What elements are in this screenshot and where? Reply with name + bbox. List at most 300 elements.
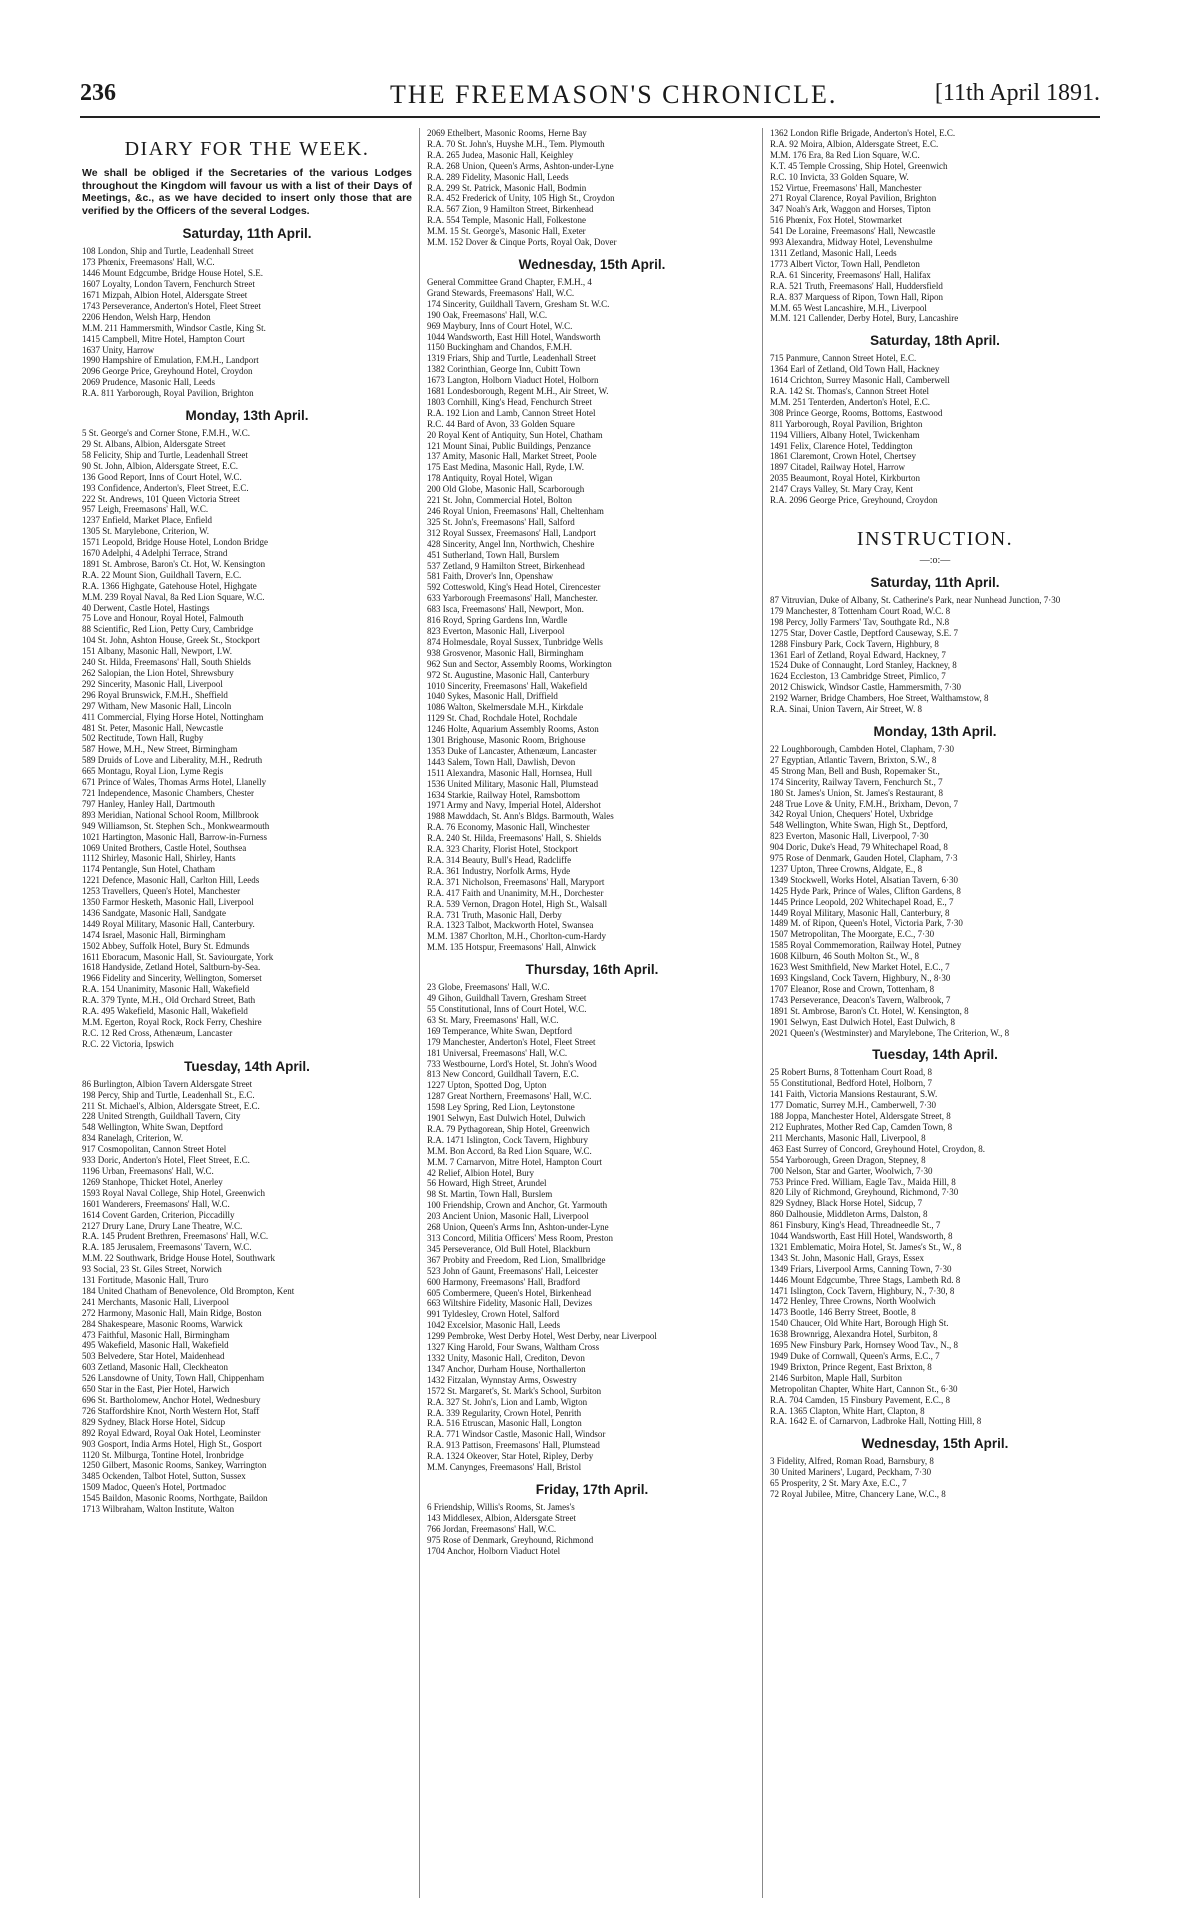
lodge-entry: 1112 Shirley, Masonic Hall, Shirley, Hants	[82, 853, 236, 864]
lodge-entry: 30 United Mariners', Lugard, Peckham, 7·30	[770, 1467, 932, 1478]
lodge-entry: 1704 Anchor, Holborn Viaduct Hotel	[427, 1545, 561, 1556]
lodge-entry: 313 Concord, Militia Officers' Mess Room, Preston	[427, 1233, 613, 1243]
lodge-entry: 20 Royal Kent of Antiquity, Sun Hotel, Chatham	[427, 429, 603, 440]
lodge-entry: R.A. 61 Sincerity, Freemasons' Hall, Halifax	[770, 269, 931, 280]
lodge-entry: 5 St. George's and Corner Stone, F.M.H., W.C.	[82, 428, 250, 439]
lodge-entry: 152 Virtue, Freemasons' Hall, Manchester	[770, 182, 922, 193]
lodge-entry: 589 Druids of Love and Liberality, M.H., Redruth	[82, 755, 263, 766]
lodge-entry: 345 Perseverance, Old Bull Hotel, Blackburn	[427, 1243, 591, 1254]
lodge-entry: R.A. 811 Yarborough, Royal Pavilion, Brighton	[82, 388, 254, 399]
lodge-entry: M.M. 239 Royal Naval, 8a Red Lion Square, W.C.	[82, 591, 265, 602]
lodge-entry: 308 Prince George, Rooms, Bottoms, Eastwood	[770, 407, 943, 418]
lodge-entry: 271 Royal Clarence, Royal Pavilion, Brighton	[770, 193, 937, 204]
lodge-entry: 297 Witham, New Masonic Hall, Lincoln	[82, 700, 232, 711]
lodge-entry: 1361 Earl of Zetland, Royal Edward, Hackney, 7	[770, 649, 946, 660]
lodge-entry: 671 Prince of Wales, Thomas Arms Hotel, Llanelly	[82, 777, 267, 788]
lodge-entry: 1174 Pentangle, Sun Hotel, Chatham	[82, 864, 216, 875]
lodge-entry: 87 Vitruvian, Duke of Albany, St. Catherine's Park, near Nunhead Junction, 7·30	[770, 595, 1061, 605]
lodge-entry: 180 St. James's Union, St. James's Restaurant, 8	[770, 787, 943, 798]
lodge-entry: 892 Royal Edward, Royal Oak Hotel, Leominster	[82, 1427, 261, 1438]
lodge-entry: R.A. 2096 George Price, Greyhound, Croydon	[770, 495, 938, 506]
column-left	[82, 128, 412, 1515]
lodge-entry: 1042 Excelsior, Masonic Hall, Leeds	[427, 1320, 561, 1331]
lodge-entry: 1425 Hyde Park, Prince of Wales, Clifton Gardens, 8	[770, 885, 961, 896]
lodge-entry: 700 Nelson, Star and Garter, Woolwich, 7·30	[770, 1165, 933, 1176]
lodge-entry: 1472 Henley, Three Crowns, North Woolwich	[770, 1296, 936, 1307]
lodge-entry: 1237 Upton, Three Crowns, Aldgate, E., 8	[770, 863, 923, 874]
lodge-entry: 173 Phœnix, Freemasons' Hall, W.C.	[82, 257, 215, 268]
lodge-entry: 969 Maybury, Inns of Court Hotel, W.C.	[427, 320, 573, 331]
lodge-entry: R.A. 70 St. John's, Huyshe M.H., Tem. Plymouth	[427, 138, 605, 149]
lodge-entry: 938 Grosvenor, Masonic Hall, Birmingham	[427, 647, 584, 658]
lodge-entry: 1237 Enfield, Market Place, Enfield	[82, 515, 212, 526]
lodge-entry: 1221 Defence, Masonic Hall, Carlton Hill, Leeds	[82, 875, 260, 886]
lodge-entry: 1614 Crichton, Surrey Masonic Hall, Camberwell	[770, 375, 950, 386]
lodge-entry: 200 Old Globe, Masonic Hall, Scarborough	[427, 484, 585, 495]
diary-heading: DIARY FOR THE WEEK.	[124, 138, 370, 160]
lodge-entry: M.M. 7 Carnarvon, Mitre Hotel, Hampton Court	[427, 1156, 602, 1167]
lodge-entry: 27 Egyptian, Atlantic Tavern, Brixton, S.W., 8	[770, 754, 937, 765]
lodge-entry: 1343 St. John, Masonic Hall, Grays, Essex	[770, 1252, 924, 1263]
lodge-entry: 473 Faithful, Masonic Hall, Birmingham	[82, 1329, 230, 1340]
lodge-entry: 1305 St. Marylebone, Criterion, W.	[82, 526, 209, 537]
lodge-entry: 1021 Hartington, Masonic Hall, Barrow-in-Furness	[82, 831, 267, 842]
lodge-entry: 1347 Anchor, Durham House, Northallerton	[427, 1363, 586, 1374]
lodge-entry: 1743 Perseverance, Anderton's Hotel, Fleet Street	[82, 300, 261, 311]
lodge-entry: 1861 Claremont, Crown Hotel, Chertsey	[770, 451, 916, 462]
lodge-entry: 820 Lily of Richmond, Greyhound, Richmond, 7·30	[770, 1187, 959, 1198]
lodge-entry: 893 Meridian, National School Room, Millbrook	[82, 809, 259, 820]
lodge-entry: 548 Wellington, White Swan, High St., Deptford,	[770, 820, 948, 831]
lodge-entry: 98 St. Martin, Town Hall, Burslem	[427, 1189, 553, 1200]
lodge-entry: 1572 St. Margaret's, St. Mark's School, Surbiton	[427, 1385, 602, 1396]
lodge-entry: 246 Royal Union, Freemasons' Hall, Cheltenham	[427, 506, 604, 516]
lodge-entry: 241 Merchants, Masonic Hall, Liverpool	[82, 1296, 229, 1307]
lodge-entry: R.A. 1323 Talbot, Mackworth Hotel, Swansea	[427, 920, 594, 931]
lodge-entry: 1288 Finsbury Park, Cock Tavern, Highbury, 8	[770, 638, 939, 649]
lodge-entry: 22 Loughborough, Cambden Hotel, Clapham, 7·30	[770, 743, 954, 754]
lodge-entry: 190 Oak, Freemasons' Hall, W.C.	[427, 309, 548, 320]
instruction-sections	[770, 575, 1100, 1500]
lodge-entry: 342 Royal Union, Chequers' Hotel, Uxbridge	[770, 809, 933, 820]
lodge-entry: 903 Gosport, India Arms Hotel, High St., Gosport	[82, 1438, 262, 1449]
lodge-entry: 1607 Loyalty, London Tavern, Fenchurch Street	[82, 279, 255, 290]
lodge-entry: 272 Harmony, Masonic Hall, Main Ridge, Boston	[82, 1307, 262, 1318]
diary-section	[427, 962, 757, 1473]
lodge-entry: 1634 Starkie, Railway Hotel, Ramsbottom	[427, 789, 580, 800]
lodge-entry: 1971 Army and Navy, Imperial Hotel, Aldershot	[427, 800, 601, 811]
lodge-entry: M.M. 152 Dover & Cinque Ports, Royal Oak, Dover	[427, 237, 617, 248]
lodge-entry: 715 Panmure, Cannon Street Hotel, E.C.	[770, 353, 917, 364]
lodge-entry: 169 Temperance, White Swan, Deptford	[427, 1025, 572, 1036]
lodge-entry: 203 Ancient Union, Masonic Hall, Liverpool	[427, 1211, 589, 1222]
lodge-entry: 325 St. John's, Freemasons' Hall, Salford	[427, 516, 575, 527]
diary-sections	[770, 128, 1100, 506]
lodge-entry: 516 Phœnix, Fox Hotel, Stowmarket	[770, 215, 902, 226]
lodge-entry: 29 St. Albans, Albion, Aldersgate Street	[82, 438, 226, 449]
diary-section	[770, 333, 1100, 506]
lodge-entry: K.T. 45 Temple Crossing, Ship Hotel, Greenwich	[770, 160, 948, 171]
lodge-entry: R.A. 554 Temple, Masonic Hall, Folkestone	[427, 215, 586, 226]
lodge-entry: 1275 Star, Dover Castle, Deptford Causeway, S.E. 7	[770, 627, 959, 638]
lodge-entry: 1990 Hampshire of Emulation, F.M.H., Landport	[82, 355, 259, 366]
lodge-entry: 240 St. Hilda, Freemasons' Hall, South Shields	[82, 657, 251, 668]
lodge-entry: R.A. Sinai, Union Tavern, Air Street, W. 8	[770, 704, 922, 715]
diary-section	[82, 226, 412, 399]
lodge-entry: 175 East Medina, Masonic Hall, Ryde, I.W.	[427, 462, 585, 473]
lodge-entry: 1638 Brownrigg, Alexandra Hotel, Surbiton, 8	[770, 1329, 938, 1340]
lodge-entry: 1287 Great Northern, Freemasons' Hall, W.C.	[427, 1091, 592, 1102]
diary-section	[770, 724, 1100, 1038]
lodge-entry: 178 Antiquity, Royal Hotel, Wigan	[427, 473, 553, 484]
lodge-entry: 1695 New Finsbury Park, Hornsey Wood Tav., N., 8	[770, 1340, 958, 1351]
diary-sections	[427, 128, 757, 1556]
lodge-entry: 1129 St. Chad, Rochdale Hotel, Rochdale	[427, 713, 578, 724]
lodge-entry: 45 Strong Man, Bell and Bush, Ropemaker St.,	[770, 765, 940, 776]
lodge-entry: 1897 Citadel, Railway Hotel, Harrow	[770, 462, 905, 473]
lodge-entry: 975 Rose of Denmark, Greyhound, Richmond	[427, 1534, 594, 1545]
lodge-entry: 1010 Sincerity, Freemasons' Hall, Wakefield	[427, 680, 588, 691]
lodge-entry: 1350 Farmor Hesketh, Masonic Hall, Liverpool	[82, 897, 254, 908]
ornament: —:o:—	[919, 555, 951, 566]
day-heading: Tuesday, 14th April.	[872, 1047, 998, 1063]
lodge-entry: M.M. Bon Accord, 8a Red Lion Square, W.C.	[427, 1145, 592, 1156]
lodge-entry: 347 Noah's Ark, Waggon and Horses, Tipton	[770, 204, 931, 215]
lodge-entry: R.A. 913 Pattison, Freemasons' Hall, Plumstead	[427, 1440, 600, 1451]
lodge-entry: 212 Euphrates, Mother Red Cap, Camden Town, 8	[770, 1121, 953, 1132]
lodge-entry: 88 Scientific, Red Lion, Petty Cury, Cambridge	[82, 624, 254, 635]
lodge-entry: 2069 Prudence, Masonic Hall, Leeds	[82, 377, 215, 388]
lodge-entry: 600 Harmony, Freemasons' Hall, Bradford	[427, 1276, 581, 1287]
lodge-entry: 1540 Chaucer, Old White Hart, Borough High St.	[770, 1318, 949, 1329]
lodge-entry: R.A. 495 Wakefield, Masonic Hall, Wakefield	[82, 1006, 248, 1017]
lodge-entry: R.A. 1642 E. of Carnarvon, Ladbroke Hall, Notting Hill, 8	[770, 1416, 982, 1427]
lodge-entry: 1253 Travellers, Queen's Hotel, Manchester	[82, 886, 241, 897]
lodge-entry: 93 Social, 23 St. Giles Street, Norwich	[82, 1264, 222, 1275]
diary-section	[427, 128, 757, 248]
lodge-entry: 292 Sincerity, Masonic Hall, Liverpool	[82, 678, 223, 689]
lodge-entry: R.A. 1471 Islington, Cock Tavern, Highbury	[427, 1134, 588, 1145]
lodge-entry: 1773 Albert Victor, Town Hall, Pendleton	[770, 258, 920, 269]
lodge-entry: R.A. 323 Charity, Florist Hotel, Stockport	[427, 844, 579, 855]
lodge-entry: 1319 Friars, Ship and Turtle, Leadenhall Street	[427, 353, 596, 364]
lodge-entry: M.M. 1387 Chorlton, M.H., Chorlton-cum-Hardy	[427, 931, 606, 942]
lodge-entry: R.A. 361 Industry, Norfolk Arms, Hyde	[427, 865, 571, 876]
day-heading: Saturday, 11th April.	[182, 226, 312, 242]
lodge-entry: 1949 Brixton, Prince Regent, East Brixton, 8	[770, 1361, 932, 1372]
lodge-entry: 451 Sutherland, Town Hall, Burslem	[427, 549, 560, 560]
lodge-entry: 198 Percy, Ship and Turtle, Leadenhall St., E.C.	[82, 1089, 255, 1100]
lodge-entry: 1364 Earl of Zetland, Old Town Hall, Hackney	[770, 364, 940, 375]
lodge-entry: 834 Ranelagh, Criterion, W.	[82, 1133, 183, 1144]
lodge-entry: 1436 Sandgate, Masonic Hall, Sandgate	[82, 907, 226, 918]
lodge-entry: 1443 Salem, Town Hall, Dawlish, Devon	[427, 756, 576, 767]
lodge-entry: 481 St. Peter, Masonic Hall, Newcastle	[82, 722, 224, 733]
column-middle	[427, 128, 757, 1556]
day-heading: Saturday, 11th April.	[870, 575, 1000, 590]
lodge-entry: 683 Isca, Freemasons' Hall, Newport, Mon.	[427, 604, 584, 615]
lodge-entry: 541 De Loraine, Freemasons' Hall, Newcastle	[770, 226, 936, 237]
lodge-entry: 179 Manchester, Anderton's Hotel, Fleet Street	[427, 1036, 596, 1047]
lodge-entry: 2012 Chiswick, Windsor Castle, Hammersmith, 7·30	[770, 682, 961, 693]
lodge-entry: 1509 Madoc, Queen's Hotel, Portmadoc	[82, 1482, 227, 1493]
lodge-entry: 721 Independence, Masonic Chambers, Chester	[82, 787, 254, 798]
lodge-entry: 23 Globe, Freemasons' Hall, W.C.	[427, 982, 550, 993]
lodge-entry: 177 Domatic, Surrey M.H., Camberwell, 7·30	[770, 1100, 936, 1111]
lodge-entry: 1332 Unity, Masonic Hall, Crediton, Devon	[427, 1352, 585, 1363]
issue-date: [11th April 1891.	[934, 80, 1100, 106]
lodge-entry: 136 Good Report, Inns of Court Hotel, W.C.	[82, 471, 242, 482]
lodge-entry: 248 True Love & Unity, F.M.H., Brixham, Devon, 7	[770, 798, 958, 809]
lodge-entry: R.A. 22 Mount Sion, Guildhall Tavern, E.C.	[82, 569, 242, 580]
lodge-entry: 2127 Drury Lane, Drury Lane Theatre, W.C.	[82, 1220, 243, 1231]
lodge-entry: 933 Doric, Anderton's Hotel, Fleet Street, E.C.	[82, 1155, 250, 1166]
lodge-entry: M.M. 15 St. George's, Masonic Hall, Exeter	[427, 226, 586, 237]
lodge-entry: 811 Yarborough, Royal Pavilion, Brighton	[770, 418, 923, 429]
lodge-entry: R.A. 154 Unanimity, Masonic Hall, Wakefield	[82, 984, 250, 995]
lodge-entry: 296 Royal Brunswick, F.M.H., Sheffield	[82, 689, 228, 700]
lodge-entry: 25 Robert Burns, 8 Tottenham Court Road, 8	[770, 1067, 932, 1078]
lodge-entry: R.A. 192 Lion and Lamb, Cannon Street Hotel	[427, 407, 596, 418]
lodge-entry: R.A. 289 Fidelity, Masonic Hall, Leeds	[427, 171, 569, 182]
lodge-entry: R.A. 567 Zion, 9 Hamilton Street, Birkenhead	[427, 204, 594, 215]
lodge-entry: 605 Combermere, Queen's Hotel, Birkenhead	[427, 1287, 592, 1298]
day-heading: Tuesday, 14th April.	[184, 1058, 310, 1074]
lodge-entry: 1601 Wanderers, Freemasons' Hall, W.C.	[82, 1198, 230, 1209]
lodge-entry: R.A. 1324 Okeover, Star Hotel, Ripley, Derby	[427, 1451, 594, 1462]
diary-section	[427, 257, 757, 953]
lodge-entry: 284 Shakespeare, Masonic Rooms, Warwick	[82, 1318, 243, 1329]
lodge-entry: 193 Confidence, Anderton's, Fleet Street, E.C.	[82, 482, 249, 493]
lodge-entry: 1196 Urban, Freemasons' Hall, W.C.	[82, 1165, 214, 1176]
lodge-entry: 1044 Wandsworth, East Hill Hotel, Wandsworth, 8	[770, 1231, 953, 1242]
lodge-entry: M.M. 22 Southwark, Bridge House Hotel, Southwark	[82, 1253, 275, 1264]
lodge-entry: R.A. 452 Frederick of Unity, 105 High St., Croydon	[427, 193, 615, 204]
lodge-entry: 993 Alexandra, Midway Hotel, Levenshulme	[770, 237, 933, 248]
lodge-entry: 663 Wiltshire Fidelity, Masonic Hall, Devizes	[427, 1298, 593, 1309]
lodge-entry: 2192 Warner, Bridge Chambers, Hoe Street, Walthamstow, 8	[770, 693, 989, 704]
lodge-entry: 75 Love and Honour, Royal Hotel, Falmouth	[82, 613, 244, 624]
diary-section	[82, 1059, 412, 1515]
lodge-entry: 428 Sincerity, Angel Inn, Northwich, Cheshire	[427, 538, 595, 549]
lodge-entry: 1536 United Military, Masonic Hall, Plumstead	[427, 778, 599, 789]
lodge-entry: 1069 United Brothers, Castle Hotel, Southsea	[82, 842, 247, 853]
diary-section	[770, 128, 1100, 324]
lodge-entry: 211 St. Michael's, Albion, Aldersgate Street, E.C.	[82, 1100, 260, 1111]
day-heading: Monday, 13th April.	[873, 723, 997, 739]
lodge-entry: 63 St. Mary, Freemasons' Hall, W.C.	[427, 1014, 559, 1025]
lodge-entry: 1545 Baildon, Masonic Rooms, Northgate, Baildon	[82, 1493, 268, 1504]
lodge-entry: 143 Middlesex, Albion, Aldersgate Street	[427, 1512, 576, 1523]
lodge-entry: 1491 Felix, Clarence Hotel, Teddington	[770, 440, 913, 451]
lodge-entry: 131 Fortitude, Masonic Hall, Truro	[82, 1275, 209, 1286]
lodge-entry: 3485 Ockenden, Talbot Hotel, Sutton, Sussex	[82, 1471, 246, 1482]
lodge-entry: 1707 Eleanor, Rose and Crown, Tottenham, 8	[770, 983, 935, 994]
lodge-entry: 188 Joppa, Manchester Hotel, Aldersgate Street, 8	[770, 1111, 951, 1122]
day-heading: Friday, 17th April.	[535, 1481, 649, 1497]
lodge-entry: 1571 Leopold, Bridge House Hotel, London Bridge	[82, 537, 268, 548]
lodge-entry: R.A. 379 Tynte, M.H., Old Orchard Street, Bath	[82, 995, 256, 1006]
lodge-entry: 65 Prosperity, 2 St. Mary Axe, E.C., 7	[770, 1478, 907, 1489]
lodge-entry: 696 St. Bartholomew, Anchor Hotel, Wednesbury	[82, 1395, 261, 1405]
lodge-entry: 1250 Gilbert, Masonic Rooms, Sankey, Warrington	[82, 1460, 267, 1471]
lodge-entry: 829 Sydney, Black Horse Hotel, Sidcup, 7	[770, 1198, 923, 1209]
lodge-entry: 1618 Handyside, Zetland Hotel, Saltburn-by-Sea.	[82, 962, 261, 973]
lodge-entry: R.A. 142 St. Thomas's, Cannon Street Hotel	[770, 386, 929, 397]
lodge-entry: 665 Montagu, Royal Lion, Lyme Regis	[82, 766, 224, 777]
lodge-entry: 1614 Covent Garden, Criterion, Piccadilly	[82, 1209, 235, 1220]
diary-sections	[82, 226, 412, 1515]
lodge-entry: 268 Union, Queen's Arms Inn, Ashton-under-Lyne	[427, 1222, 609, 1233]
lodge-entry: 58 Felicity, Ship and Turtle, Leadenhall Street	[82, 449, 248, 460]
lodge-entry: 1511 Alexandra, Masonic Hall, Hornsea, Hull	[427, 767, 593, 778]
lodge-entry: R.A. 339 Regularity, Crown Hotel, Penrith	[427, 1407, 582, 1418]
lodge-entry: 1901 Selwyn, East Dulwich Hotel, Dulwich	[427, 1113, 586, 1124]
lodge-entry: 753 Prince Fred. William, Eagle Tav., Maida Hill, 8	[770, 1176, 956, 1187]
lodge-entry: R.A. 265 Judea, Masonic Hall, Keighley	[427, 149, 574, 160]
lodge-entry: 1611 Eboracum, Masonic Hall, St. Saviourgate, York	[82, 951, 274, 962]
lodge-entry: 813 New Concord, Guildhall Tavern, E.C.	[427, 1069, 579, 1080]
lodge-entry: 1349 Stockwell, Works Hotel, Alsatian Tavern, 6·30	[770, 874, 959, 885]
lodge-entry: M.M. Canynges, Freemasons' Hall, Bristol	[427, 1462, 582, 1473]
lodge-entry: 174 Sincerity, Railway Tavern, Fenchurch St., 7	[770, 776, 943, 787]
lodge-entry: 962 Sun and Sector, Assembly Rooms, Workington	[427, 658, 612, 669]
lodge-entry: 1327 King Harold, Four Swans, Waltham Cross	[427, 1342, 600, 1353]
lodge-entry: 104 St. John, Ashton House, Greek St., Stockport	[82, 635, 261, 646]
day-heading: Wednesday, 15th April.	[518, 256, 666, 272]
lodge-entry: 2035 Beaumont, Royal Hotel, Kirkburton	[770, 473, 920, 484]
lodge-entry: 726 Staffordshire Knot, North Western Hot, Staff	[82, 1405, 260, 1416]
lodge-entry: 860 Dalhousie, Middleton Arms, Dalston, 8	[770, 1209, 928, 1220]
lodge-entry: 1246 Holte, Aquarium Assembly Rooms, Aston	[427, 724, 599, 735]
lodge-entry: 592 Cotteswold, King's Head Hotel, Cirencester	[427, 582, 601, 593]
publication-title: THE FREEMASON'S CHRONICLE.	[390, 80, 838, 109]
instruction-heading: INSTRUCTION.	[856, 528, 1014, 550]
page-number: 236	[80, 80, 116, 106]
lodge-entry: 1086 Walton, Skelmersdale M.H., Kirkdale	[427, 702, 584, 713]
lodge-entry: 1446 Mount Edgcumbe, Three Stags, Lambeth Rd. 8	[770, 1274, 961, 1285]
lodge-entry: 1194 Villiers, Albany Hotel, Twickenham	[770, 429, 920, 440]
column-divider	[762, 128, 763, 1898]
lodge-entry: 1473 Bootle, 146 Berry Street, Bootle, 8	[770, 1307, 916, 1318]
lodge-entry: R.C. 12 Red Cross, Athenæum, Lancaster	[82, 1027, 233, 1038]
lodge-entry: R.A. 539 Vernon, Dragon Hotel, High St., Walsall	[427, 898, 608, 909]
lodge-entry: 1670 Adelphi, 4 Adelphi Terrace, Strand	[82, 548, 228, 559]
lodge-entry: R.A. 314 Beauty, Bull's Head, Radcliffe	[427, 855, 572, 865]
lodge-entry: 55 Constitutional, Bedford Hotel, Holborn, 7	[770, 1078, 932, 1089]
lodge-entry: R.A. 521 Truth, Freemasons' Hall, Huddersfield	[770, 280, 943, 291]
lodge-entry: 108 London, Ship and Turtle, Leadenhall Street	[82, 246, 254, 257]
column-right	[770, 128, 1100, 1500]
lodge-entry: 1150 Buckingham and Chandos, F.M.H.	[427, 342, 572, 353]
lodge-entry: 972 St. Augustine, Masonic Hall, Canterbury	[427, 669, 590, 680]
lodge-entry: 1743 Perseverance, Deacon's Tavern, Walbrook, 7	[770, 994, 951, 1005]
lodge-entry: R.A. 327 St. John's, Lion and Lamb, Wigton	[427, 1396, 588, 1407]
lodge-entry: 526 Lansdowne of Unity, Town Hall, Chippenham	[82, 1373, 265, 1384]
lodge-entry: M.M. 135 Hotspur, Freemasons' Hall, Alnwick	[427, 942, 597, 953]
lodge-entry: 733 Westbourne, Lord's Hotel, St. John's Wood	[427, 1058, 597, 1069]
lodge-entry: M.M. 211 Hammersmith, Windsor Castle, King St.	[82, 322, 266, 333]
lodge-entry: 1449 Royal Military, Masonic Hall, Canterbury.	[82, 918, 255, 929]
lodge-entry: 904 Doric, Duke's Head, 79 Whitechapel Road, 8	[770, 842, 948, 853]
lodge-entry: 1671 Mizpah, Albion Hotel, Aldersgate Street	[82, 290, 248, 300]
lodge-entry: 1507 Metropolitan, The Moorgate, E.C., 7·30	[770, 929, 935, 940]
lodge-entry: 1353 Duke of Lancaster, Athenæum, Lancaster	[427, 745, 597, 756]
lodge-entry: 262 Salopian, the Lion Hotel, Shrewsbury	[82, 668, 234, 678]
lodge-entry: 1044 Wandsworth, East Hill Hotel, Wandsworth	[427, 331, 601, 342]
lodge-entry: R.A. 185 Jerusalem, Freemasons' Tavern, W.C.	[82, 1242, 252, 1253]
lodge-entry: 211 Merchants, Masonic Hall, Liverpool, 8	[770, 1132, 926, 1143]
lodge-entry: 1489 M. of Ripon, Queen's Hotel, Victoria Park, 7·30	[770, 918, 963, 929]
lodge-entry: 198 Percy, Jolly Farmers' Tav, Southgate Rd., N.8	[770, 616, 950, 627]
lodge-entry: 503 Belvedere, Star Hotel, Maidenhead	[82, 1351, 225, 1362]
lodge-entry: 2069 Ethelbert, Masonic Rooms, Herne Bay	[427, 128, 587, 138]
lodge-entry: 367 Probity and Freedom, Red Lion, Smallbridge	[427, 1254, 606, 1265]
lodge-entry: 1040 Sykes, Masonic Hall, Driffield	[427, 691, 558, 702]
lodge-entry: R.C. 10 Invicta, 33 Golden Square, W.	[770, 171, 909, 182]
lodge-entry: 1585 Royal Commemoration, Railway Hotel, Putney	[770, 940, 962, 951]
lodge-entry: R.C. 44 Bard of Avon, 33 Golden Square	[427, 418, 575, 429]
lodge-entry: 141 Faith, Victoria Mansions Restaurant, S.W.	[770, 1089, 938, 1100]
lodge-entry: 1445 Prince Leopold, 202 Whitechapel Road, E., 7	[770, 896, 954, 907]
lodge-entry: 495 Wakefield, Masonic Hall, Wakefield	[82, 1340, 229, 1351]
lodge-entry: R.A. 417 Faith and Unanimity, M.H., Dorchester	[427, 887, 604, 898]
lodge-entry: Metropolitan Chapter, White Hart, Cannon St., 6·30	[770, 1383, 958, 1394]
lodge-entry: 797 Hanley, Hanley Hall, Dartmouth	[82, 798, 215, 809]
lodge-entry: 1321 Emblematic, Moira Hotel, St. James's St., W., 8	[770, 1241, 962, 1252]
lodge-entry: 181 Universal, Freemasons' Hall, W.C.	[427, 1047, 568, 1058]
lodge-entry: 1227 Upton, Spotted Dog, Upton	[427, 1080, 547, 1091]
lodge-entry: 1673 Langton, Holborn Viaduct Hotel, Holborn	[427, 375, 599, 386]
lodge-entry: R.A. 299 St. Patrick, Masonic Hall, Bodmin	[427, 182, 587, 193]
lodge-entry: 463 East Surrey of Concord, Greyhound Hotel, Croydon, 8.	[770, 1143, 985, 1154]
lodge-entry: M.M. 65 West Lancashire, M.H., Liverpool	[770, 302, 927, 313]
lodge-entry: 1471 Islington, Cock Tavern, Highbury, N., 7·30, 8	[770, 1285, 955, 1296]
lodge-entry: R.A. 92 Moira, Albion, Aldersgate Street, E.C.	[770, 138, 939, 149]
lodge-entry: 861 Finsbury, King's Head, Threadneedle St., 7	[770, 1220, 941, 1231]
lodge-entry: 1502 Abbey, Suffolk Hotel, Bury St. Edmunds	[82, 940, 250, 951]
lodge-entry: R.A. 837 Marquess of Ripon, Town Hall, Ripon	[770, 291, 943, 302]
lodge-entry: R.A. 268 Union, Queen's Arms, Ashton-under-Lyne	[427, 160, 614, 171]
lodge-entry: 991 Tyldesley, Crown Hotel, Salford	[427, 1309, 560, 1320]
lodge-entry: 1415 Campbell, Mitre Hotel, Hampton Court	[82, 333, 245, 344]
lodge-entry: M.M. Egerton, Royal Rock, Rock Ferry, Cheshire	[82, 1017, 262, 1027]
lodge-entry: 766 Jordan, Freemasons' Hall, W.C.	[427, 1523, 557, 1534]
lodge-entry: 917 Cosmopolitan, Cannon Street Hotel	[82, 1144, 227, 1155]
lodge-entry: 42 Relief, Albion Hotel, Bury	[427, 1167, 534, 1178]
lodge-entry: 1949 Duke of Cornwall, Queen's Arms, E.C., 7	[770, 1351, 940, 1361]
lodge-entry: 1803 Cornhill, King's Head, Fenchurch Street	[427, 396, 592, 407]
diary-section	[82, 408, 412, 1050]
lodge-entry: M.M. 176 Era, 8a Red Lion Square, W.C.	[770, 149, 920, 160]
lodge-entry: 1299 Pembroke, West Derby Hotel, West Derby, near Liverpool	[427, 1331, 657, 1342]
diary-intro: We shall be obliged if the Secretaries of the various Lodges throughout the Kingdom will favour us with a list of their Days of Meetings, &c., as we have decided to insert only those that are verified by the Officers of the several Lodges.	[82, 167, 412, 217]
lodge-entry: 1901 Selwyn, East Dulwich Hotel, East Dulwich, 8	[770, 1016, 955, 1027]
lodge-entry: 1693 Kingsland, Cock Tavern, Highbury, N., 8·30	[770, 973, 951, 983]
lodge-entry: 72 Royal Jubilee, Mitre, Chancery Lane, W.C., 8	[770, 1489, 946, 1500]
lodge-entry: 55 Constitutional, Inns of Court Hotel, W.C.	[427, 1003, 587, 1014]
lodge-entry: M.M. 251 Tenterden, Anderton's Hotel, E.C.	[770, 396, 931, 407]
lodge-entry: 554 Yarborough, Green Dragon, Stepney, 8	[770, 1154, 926, 1165]
lodge-entry: 6 Friendship, Willis's Rooms, St. James's	[427, 1501, 575, 1512]
lodge-entry: 1446 Mount Edgcumbe, Bridge House Hotel, S.E.	[82, 268, 263, 279]
lodge-entry: 548 Wellington, White Swan, Deptford	[82, 1122, 223, 1133]
lodge-entry: 1713 Wilbraham, Walton Institute, Walton	[82, 1504, 235, 1515]
lodge-entry: 823 Everton, Masonic Hall, Liverpool	[427, 625, 565, 636]
lodge-entry: 1120 St. Milburga, Tontine Hotel, Ironbridge	[82, 1449, 244, 1460]
lodge-entry: R.A. 771 Windsor Castle, Masonic Hall, Windsor	[427, 1429, 606, 1440]
lodge-entry: 949 Williamson, St. Stephen Sch., Monkwearmouth	[82, 820, 270, 831]
